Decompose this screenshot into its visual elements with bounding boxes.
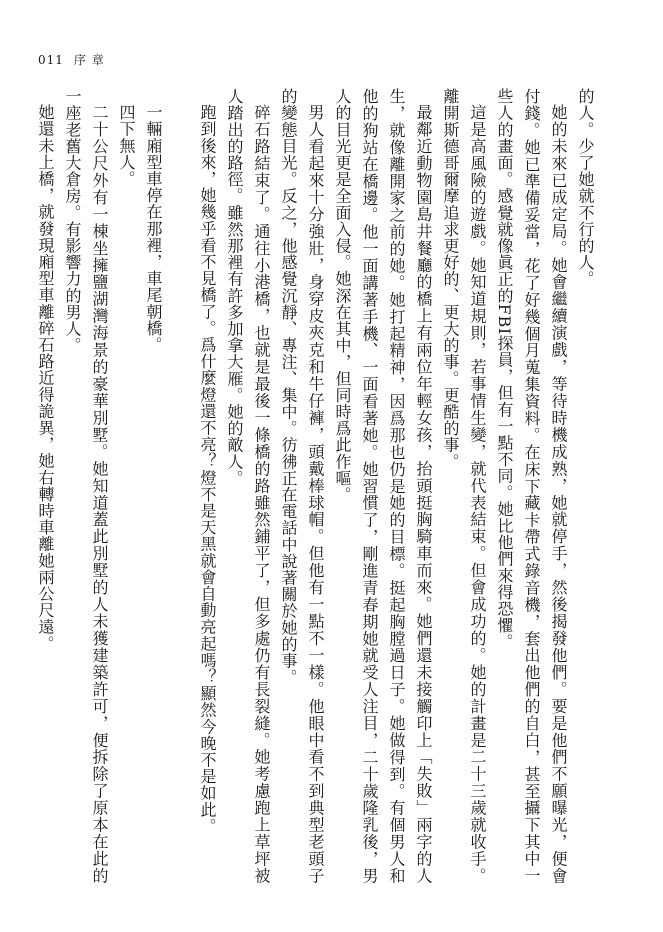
paragraph: 男人看起來十分強壯，身穿皮夾克和牛仔褲，頭戴棒球帽。但他有一點不一樣。他眼中看不到典型老頭子的變態目光。反之，他感覺沉靜、專注、集中。彷彿正在電話中說著關於她的事。 [279, 88, 325, 884]
paragraph: 她還未上橋，就發現廂型車離碎石路近得詭異，她右轉時車離她兩公尺遠。 [36, 104, 55, 652]
chapter-title: 序 章 [73, 53, 105, 67]
page-number: 011 [38, 53, 64, 67]
running-header [38, 51, 105, 68]
paragraph: 她的未來已成定局。她會繼續演戲，等待時機成熟，她就停手，然後揭發他們。要是他們不願曝光，便會付錢。她已準備妥當，花了好幾個月蒐集資料。在床下藏卡帶式錄音機，套出他們的自白，甚至攝下其中一些人的畫面。感覺就像眞正的FBI探員，但有一點不同。她比他們來得恐懼。 [495, 88, 568, 884]
paragraph: 的人。少了她就不行的人。 [576, 88, 595, 288]
vertical-body-text [32, 88, 599, 884]
paragraph: 四下無人。 [117, 104, 136, 187]
paragraph: 這是高風險的遊戲。她知道規則，若事情生變，就代表結束。但會成功的。她的計畫是二十三歲就收手。離開斯德哥爾摩追求更好的、更大的事。更酷的事。 [441, 88, 487, 884]
paragraph: 一輛廂型車停在那裡，車尾朝橋。 [144, 104, 163, 353]
paragraph: 碎石路結束了。通往小港橋，也就是最後一條橋的路雖然鋪平了，但多處仍有長裂縫。她考慮跑上草坪被人踏出的路徑。雖然那裡有許多加拿大雁。她的敵人。 [225, 88, 271, 884]
section-break [167, 88, 194, 884]
paragraph: 最鄰近動物園島井餐廳的橋上有兩位年輕女孩，抬頭挺胸騎車而來。她們還未接觸印上「失敗」兩字的人生，就像離開家之前的她。她打起精神，因爲那也仍是她的目標。挺起胸膛過日子。她做得到。有個男人和他的狗站在橋邊。他一面講著手機、一面看著她。她習慣了，剛進青春期她就受人注目，二十歲隆乳後，男人的目光更是全面入侵。她深在其中，但同時爲此作嘔。 [333, 88, 433, 884]
paragraph: 二十公尺外有一棟坐擁鹽湖灣海景的豪華別墅。她知道蓋此別墅的人未獲建築許可，便拆除了原本在此的一座老舊大倉房。有影響力的男人。 [63, 88, 109, 884]
paragraph: 跑到後來，她幾乎看不見橋了。爲什麼燈還不亮？燈不是天黑就會自動亮起嗎？顯然今晚不是如此。 [198, 104, 217, 835]
